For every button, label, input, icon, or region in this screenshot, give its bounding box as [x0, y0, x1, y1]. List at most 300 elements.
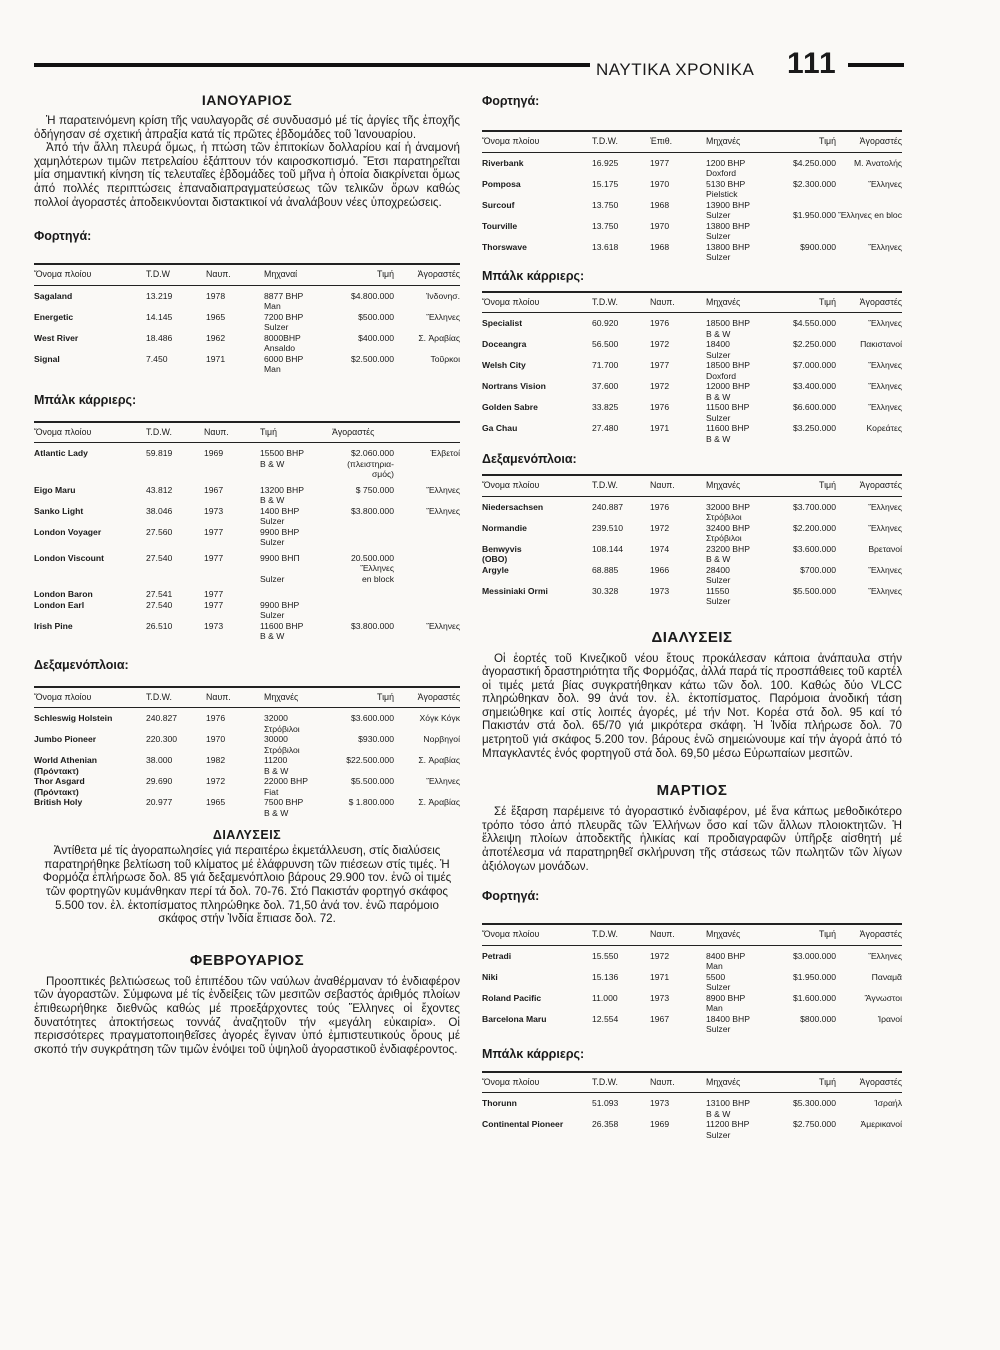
engine: 1200 BHP: [706, 157, 746, 168]
ship-type: [482, 533, 592, 544]
ship-name: Golden Sabre: [482, 402, 538, 412]
buyer: Βρετανοί: [868, 543, 902, 554]
col-year: Ναυπ.: [204, 422, 260, 443]
ship-name: Argyle: [482, 564, 509, 575]
journal-title: ΝΑΥΤΙΚΑ ΧΡΟΝΙΚΑ: [596, 60, 755, 79]
tdw: 14.145: [146, 311, 173, 322]
year: 1976: [650, 501, 670, 512]
price-note: en block: [361, 573, 394, 584]
table-row: [34, 600, 460, 611]
ship-name: London Voyager: [34, 526, 102, 537]
ship-name: Energetic: [34, 311, 74, 322]
engine-make: Man: [264, 364, 281, 375]
engine-make: Sulzer: [706, 412, 731, 423]
buyer: Ἕλληνες: [868, 241, 902, 252]
tdw: 240.887: [592, 501, 624, 512]
year: 1966: [650, 564, 670, 575]
table-row: [34, 506, 460, 517]
tdw: 71.700: [592, 360, 619, 370]
price: $1.950.000: [792, 971, 836, 982]
year: 1973: [650, 585, 670, 596]
year: 1973: [650, 1098, 670, 1109]
col-price: Τιμή: [770, 924, 836, 945]
year: 1971: [650, 423, 670, 433]
engine: 32000: [264, 713, 288, 724]
buyer: Σ. Ἀραβίας: [418, 755, 460, 766]
ship-name: Roland Pacific: [482, 992, 542, 1003]
price-note: σμός): [371, 469, 394, 480]
price: $3.250.000: [792, 423, 836, 433]
engine-make: B & W: [260, 631, 285, 642]
engine-make: Στρόβιλοι: [706, 533, 742, 543]
table-row: [34, 713, 460, 724]
page-number: 111: [787, 47, 837, 80]
ship-type: [482, 512, 592, 523]
ship-name: West River: [34, 332, 79, 343]
col-engine: Μηχανές: [706, 131, 770, 152]
table-row: [34, 291, 460, 302]
tdw: 37.600: [592, 381, 619, 391]
col-tdw: T.D.W.: [592, 292, 650, 313]
ship-name: Continental Pioneer: [482, 1119, 564, 1130]
ship-type: (Πρόντακτ): [34, 786, 79, 797]
year: 1973: [204, 620, 224, 631]
engine-make: Man: [264, 301, 281, 312]
col-buyer: Ἀγοραστές: [836, 924, 902, 945]
engine: 11200 BHP: [706, 1119, 750, 1130]
table-row: [482, 423, 902, 434]
engine-make: Sulzer: [264, 322, 289, 333]
engine: 9900 BHP: [260, 599, 300, 610]
col-tdw: T.D.W.: [146, 687, 206, 708]
year: 1982: [206, 755, 226, 766]
buyer: Μ. Ἀνατολής: [853, 157, 902, 168]
engine-make: Sulzer: [260, 516, 285, 527]
ship-name: Jumbo Pioneer: [34, 734, 97, 745]
col-buyer: Ἀγοραστές: [836, 131, 902, 152]
engine-make: Sulzer: [706, 349, 731, 360]
march-text: Σέ ἔξαρση παρέμεινε τό ἀγοραστικό ἐνδιαφέρον, μέ ἕνα κάπως μεθοδικότερο τρόπο τόσο ἀπό πλευρᾶς τῶν Ἑλλήνων ὅσο καί τῶν ἄλλων πλοιοκτητῶν. Ἡ ἔλλειψη πλοίων ἀποδεκτῆς ἡλικίας καί προδιαγραφῶν ὑπῆρξε αἰσθητή μέ ἀποτέλεσμα νά παρατηρηθεῖ σκλήρυνση τῆς στάσεως τῶν πωλητῶν τῶν λίγων ἀξιόλογων μονάδων.: [482, 805, 902, 873]
col-name: Ὄνομα πλοίου: [482, 292, 592, 313]
col-price: Τιμή: [770, 475, 836, 496]
engine-make: Sulzer: [706, 252, 731, 262]
buyer: Ἐλβετοί: [430, 448, 460, 459]
col-price: Τιμή: [260, 422, 332, 443]
table-feb-bulk: [482, 291, 902, 445]
engine: 12000 BHP: [706, 381, 750, 391]
year: 1968: [650, 241, 670, 252]
engine: 8400 BHP: [706, 950, 746, 961]
price: $4.800.000: [350, 290, 394, 301]
january-paragraph-1: Ἡ παρατεινόμενη κρίση τῆς ναυλαγορᾶς σέ συνδυασμό μέ τίς ἀργίες τῆς ἐποχῆς ὁδήγησαν σέ σχετική ἀπραξία κατά τίς πρῶτες ἑβδομάδες τοῦ Ἰανουαρίου.: [34, 114, 460, 141]
tdw: 26.510: [146, 620, 173, 631]
heading-demolition-feb: ΔΙΑΛΥΣΕΙΣ: [651, 628, 733, 646]
left-column: [34, 92, 460, 1056]
col-buyer: Ἀγοραστές: [394, 687, 460, 708]
price: $7.000.000: [792, 360, 836, 370]
label-bulk: Μπάλκ κάρριερς:: [34, 392, 137, 407]
engine-make: B & W: [706, 1108, 731, 1119]
tdw: 51.093: [592, 1098, 619, 1109]
buyer: Ἕλληνες: [868, 522, 902, 533]
col-engine: Μηχανές: [706, 292, 770, 313]
engine: 11500 BHP: [706, 402, 750, 412]
price: $ 1.800.000: [348, 797, 394, 808]
tdw: 239.510: [592, 522, 624, 533]
price: $2.200.000: [792, 522, 836, 533]
tdw: 38.046: [146, 505, 173, 516]
price: $3.600.000: [350, 713, 394, 724]
table-row: [34, 448, 460, 459]
ship-type: (Πρόντακτ): [34, 765, 79, 776]
price: $4.550.000: [792, 318, 836, 328]
table-row: [34, 589, 460, 600]
price: $3.000.000: [792, 950, 836, 961]
tdw: 27.540: [146, 552, 173, 563]
year: 1976: [650, 402, 670, 412]
ship-name: London Viscount: [34, 552, 105, 563]
buyer: Ἕλληνες: [426, 505, 460, 516]
engine-make: Sulzer: [260, 537, 285, 548]
table-row: [34, 354, 460, 365]
engine: 18500 BHP: [706, 360, 750, 370]
engine: 5130 BHP: [706, 178, 746, 189]
col-engine: Μηχανές: [706, 924, 770, 945]
buyer: Ἕλληνες: [868, 564, 902, 575]
table-row: [34, 527, 460, 538]
table-row: [482, 1098, 902, 1109]
year: 1972: [650, 339, 670, 349]
ship-name: Sagaland: [34, 290, 73, 301]
col-buyer: Ἀγοραστές: [332, 422, 394, 443]
engine-make: Man: [706, 1003, 723, 1014]
table-row: [482, 242, 902, 253]
table-row: [482, 972, 902, 983]
tdw: 60.920: [592, 318, 619, 328]
col-buyer: Ἀγοραστές: [836, 292, 902, 313]
buyer: Κορεάτες: [866, 423, 902, 433]
price: $2.750.000: [792, 1119, 836, 1130]
year: 1972: [206, 776, 226, 787]
ship-name: Benwyvis: [482, 543, 522, 554]
price: $4.250.000: [792, 157, 836, 168]
engine: 6000 BHP: [264, 353, 304, 364]
table-row: [482, 360, 902, 371]
ship-name: World Athenian: [34, 755, 98, 766]
tdw: 27.560: [146, 526, 173, 537]
heading-january: ΙΑΝΟΥΑΡΙΟΣ: [201, 92, 293, 108]
label-cargo-feb: Φορτηγά:: [482, 94, 540, 108]
year: 1977: [204, 599, 224, 610]
buyer: Ἕλληνες: [868, 318, 902, 328]
ship-name: Sanko Light: [34, 505, 84, 516]
label-bulk-feb: Μπάλκ κάρριερς:: [482, 268, 585, 283]
engine: 11600 BHP: [706, 423, 750, 433]
ship-type: (OBO): [482, 554, 508, 564]
engine-make: B & W: [264, 807, 289, 818]
heading-demolition-jan: ΔΙΑΛΥΣΕΙΣ: [212, 828, 282, 843]
tdw: 13.219: [146, 290, 173, 301]
year: 1965: [206, 797, 226, 808]
ship-name: Signal: [34, 353, 60, 364]
engine-make: B & W: [706, 433, 731, 444]
price: $930.000: [358, 734, 394, 745]
february-text: Προοπτικές βελτιώσεως τοῦ ἐπιπέδου τῶν ναύλων ἀναθέρμαναν τό ἐνδιαφέρον τῶν ἀγοραστῶν. Σύμφωνα μέ τίς ἐνδείξεις τῶν μεσιτῶν σεβαστός ἀριθμός πλοίων ἐπιθεωρήθηκε διεθνῶς καθώς μέ προεξάρχοντες τούς Ἕλληνες οἱ ἔχοντες δυνατότητες ἀποκτήσεως τοννάζ ἀναζητοῦν τήν «μεγάλη εὐκαιρία». Οἱ περισσότερες πραγματοποιηθεῖσες ἀγορές ἔγιναν ὑπό ἐμπιστευτικούς ὅρους μέ σκοπό τήν συγκράτηση τῶν τιμῶν ἐνόψει τοῦ ὑψηλοῦ ἀγοραστικοῦ ἐνδιαφέροντος.: [34, 974, 460, 1056]
ship-name: Doceangra: [482, 339, 527, 349]
year: 1978: [206, 290, 226, 301]
engine: 13800 BHP: [706, 241, 750, 252]
engine-make: Sulzer: [706, 982, 731, 993]
engine: 30000: [264, 734, 288, 745]
table-row: [34, 312, 460, 323]
buyer: Τοῦρκοι: [430, 353, 460, 364]
ship-type: [34, 724, 146, 735]
table-jan-tankers: [34, 686, 460, 819]
col-name: Ὄνομα πλοίου: [34, 264, 146, 285]
price: $400.000: [358, 332, 394, 343]
january-paragraph-2: Ἀπό τήν ἄλλη πλευρά ὅμως, ἡ πτώση τῶν ἐπιτοκίων δολλαρίου καί ἡ ἀναμονή χαμηλότερων τιμῶν πετρελαίου ἐξάπτουν τόν καιροσκοπισμό. Ἔτσι παρατηρεῖται μία σημαντική κίνηση τίς τελευταῖες ἑβδομάδες τοῦ μῆνα ἡ ὁποία διακρίνεται ὅμως ἀπό πολλές περιπτώσεις ἐπαναδιαπραγματεύσεως τῶν τελικῶν ὅρων καθώς πολλοί ἀγοραστές ἀποδεικνύονται διστακτικοί νά ἀναλάβουν νέες ὑποχρεώσεις.: [34, 141, 460, 209]
col-price: Τιμή: [770, 292, 836, 313]
buyer: Ἰνδονησ.: [426, 290, 460, 301]
year: 1976: [650, 318, 670, 328]
table-jan-bulk: [34, 421, 460, 642]
price: $5.300.000: [792, 1098, 836, 1109]
tdw: 12.554: [592, 1013, 619, 1024]
table-row: [482, 381, 902, 392]
col-name: Ὄνομα πλοίου: [482, 1072, 592, 1093]
year: 1974: [650, 543, 670, 554]
col-year: Ναυπ.: [650, 292, 706, 313]
engine: 32400 BHP: [706, 522, 750, 533]
price: $3.700.000: [792, 501, 836, 512]
engine: 9900 ΒΗΠ: [260, 552, 300, 563]
table-row: [482, 1119, 902, 1130]
buyer: Ἕλληνες: [426, 484, 460, 495]
table-row: [482, 402, 902, 413]
price: $6.600.000: [792, 402, 836, 412]
tdw: 68.885: [592, 564, 619, 575]
ship-name: Riverbank: [482, 157, 524, 168]
engine-make: Ansaldo: [264, 343, 296, 354]
tdw: 18.486: [146, 332, 173, 343]
engine: 11600 BHP: [260, 620, 304, 631]
col-tdw: T.D.W.: [592, 131, 650, 152]
table-row: [482, 523, 902, 534]
tdw: 33.825: [592, 402, 619, 412]
price: $2.300.000: [792, 178, 836, 189]
col-tdw: T.D.W.: [146, 422, 204, 443]
tdw: 26.358: [592, 1119, 619, 1130]
tdw: 56.500: [592, 339, 619, 349]
ship-name: Normandie: [482, 522, 527, 533]
year: 1967: [650, 1013, 670, 1024]
engine-make: Sulzer: [260, 573, 285, 584]
price: $5.500.000: [350, 776, 394, 787]
buyer: Σ. Ἀραβίας: [418, 797, 460, 808]
engine: 11550: [706, 585, 730, 596]
engine: 18400: [706, 339, 730, 349]
year: 1973: [650, 992, 670, 1003]
engine: 1400 BHP: [260, 505, 300, 516]
label-bulk-mar: Μπάλκ κάρριερς:: [482, 1046, 585, 1061]
engine-make: Fiat: [264, 786, 279, 797]
engine: 32000 BHP: [706, 501, 750, 512]
year: 1977: [650, 360, 670, 370]
buyer: Νορβηγοί: [423, 734, 460, 745]
table-row: [34, 734, 460, 745]
ship-name: Thorunn: [482, 1098, 517, 1109]
ship-type: [34, 745, 146, 756]
buyer: Ἕλληνες: [868, 402, 902, 412]
col-tdw: T.D.W: [146, 264, 206, 285]
ship-name: Eigo Maru: [34, 484, 76, 495]
table-row: [34, 776, 460, 787]
table-row: [482, 318, 902, 329]
ship-name: Irish Pine: [34, 620, 73, 631]
table-row: [34, 485, 460, 496]
buyer: Ἕλληνες en bloc: [838, 210, 902, 220]
ship-name: Welsh City: [482, 360, 526, 370]
tdw: 29.690: [146, 776, 173, 787]
price: $2.060.000: [350, 448, 394, 459]
buyer: Πακιστανοί: [860, 339, 902, 349]
year: 1968: [650, 199, 670, 210]
buyer: Ἕλληνες: [868, 178, 902, 189]
table-row: [482, 1014, 902, 1025]
year: 1972: [650, 522, 670, 533]
table-mar-cargo: [482, 923, 902, 1035]
price: $900.000: [800, 241, 836, 252]
table-row: [34, 755, 460, 766]
col-buyer: Ἀγοραστές: [394, 264, 460, 285]
engine: 5500: [706, 971, 726, 982]
heading-february: ΦΕΒΡΟΥΑΡΙΟΣ: [189, 951, 305, 969]
price: $1.950.000: [792, 210, 836, 220]
ship-name: London Baron: [34, 589, 93, 600]
ship-name: Niedersachsen: [482, 501, 544, 512]
col-year: Ναυπ.: [206, 264, 264, 285]
engine-make: Doxford: [706, 168, 737, 178]
buyer: Ἄγνωστοι: [864, 992, 902, 1003]
col-name: Ὄνομα πλοίου: [482, 475, 592, 496]
year: 1977: [204, 526, 224, 537]
engine-make: Man: [706, 961, 723, 972]
col-price: Τιμή: [326, 687, 394, 708]
price: $2.500.000: [350, 353, 394, 364]
ship-name: London Earl: [34, 599, 85, 610]
header-rule-left: [34, 63, 590, 67]
tdw: 20.977: [146, 797, 173, 808]
table-row: [482, 565, 902, 576]
engine-make: Sulzer: [706, 210, 731, 220]
engine: 7500 BHP: [264, 797, 304, 808]
ship-type: [482, 596, 592, 607]
year: 1970: [650, 178, 670, 189]
engine: 8000BHP: [264, 332, 301, 343]
table-row: [482, 502, 902, 513]
tdw: 13.750: [592, 199, 619, 210]
engine: 9900 BHP: [260, 526, 300, 537]
engine-make: Sulzer: [706, 1129, 731, 1140]
buyer: Ἕλληνες: [868, 501, 902, 512]
engine-make: Doxford: [706, 370, 737, 381]
header-rule-right: [848, 63, 904, 67]
engine: 13900 BHP: [706, 199, 750, 210]
engine: 15500 BHP: [260, 448, 304, 459]
demolition-feb-text: Οἱ ἑορτές τοῦ Κινεζικοῦ νέου ἔτους προκάλεσαν κάποια ἀνάπαυλα στήν ἀγοραστική δραστηριότητα τῆς Φορμόζας, ἀλλά παρά τίς προσπάθειες τοῦ καρτέλ οἱ τιμές μετά βίας συγκρατήθηκαν κάτω τῶν δολ. 100. Καθώς δύο VLCC πληρώθηκαν δολ. 99 ἀνά τον. ἐλ. ἐκτοπίσματος. Παρόμοια ἀνοδική τάση σημειώθηκε καί στίς λοιπές ἀγορές, μέ τήν Νοτ. Κορέα στά δολ. 95 καί τό Πακιστάν στά δολ. 65/70 γιά μικρότερα σκάφη. Ἡ Ἰνδία πλήρωσε δολ. 70 μετρητοῦ γιά σκάφος 5.200 τον. βάρους ἐνῶ σημειώνουμε καί τήν ἀγορά ἀπό τό Μπαγκλαντές ἑνός φορτηγοῦ στά δολ. 69,50 μέσω Εὐρωπαίων μεσιτῶν.: [482, 651, 902, 760]
price: $ 750.000: [355, 484, 394, 495]
table-feb-cargo: [482, 130, 902, 263]
buyer: Παναμᾶ: [871, 971, 902, 982]
buyer: Ἕλληνες: [426, 776, 460, 787]
table-jan-cargo: [34, 263, 460, 375]
table-row: [482, 951, 902, 962]
tdw: 11.000: [592, 992, 618, 1003]
ship-type: [482, 575, 592, 586]
year: 1976: [206, 713, 226, 724]
engine-make: B & W: [260, 458, 285, 469]
ship-name: Specialist: [482, 318, 523, 328]
engine: 13100 BHP: [706, 1098, 750, 1109]
engine: 18500 BHP: [706, 318, 750, 328]
year: 1973: [204, 505, 224, 516]
tdw: 15.550: [592, 950, 619, 961]
engine-make: Pielstick: [706, 189, 738, 199]
tdw: 43.812: [146, 484, 173, 495]
buyer: Ἕλληνες: [426, 620, 460, 631]
price: $3.800.000: [350, 505, 394, 516]
engine-make: B & W: [264, 765, 289, 776]
year: 1970: [206, 734, 226, 745]
col-buyer: Ἀγοραστές: [836, 1072, 902, 1093]
demolition-jan-text: Ἀντίθετα μέ τίς ἀγοραπωλησίες γιά περαιτέρω ἐκμετάλλευση, στίς διαλύσεις παρατηρήθηκε βελτίωση τοῦ κλίματος μέ ἐλάφρυνση τῶν πιέσεων στίς τιμές. Ἡ Φορμόζα ἐπλήρωσε δολ. 85 γιά δεξαμενόπλοιο βάρους 29.900 τον. ἐνῶ οἱ τιμές τῶν φορτηγῶν κυμάνθηκαν περί τά δολ. 70-76. Στό Πακιστάν φορτηγό σκάφος 5.500 τον. ἐλ. ἐκτοπίσματος πληρώθηκε δολ. 71,50 ἀνά τον. ἐνῶ παρόμοιο σκάφος στήν Ἰνδία ἔπιασε δολ. 72.: [42, 844, 452, 926]
col-year: Ἐπιθ.: [650, 131, 706, 152]
tdw: 108.144: [592, 543, 624, 554]
year: 1971: [206, 353, 226, 364]
price: $800.000: [800, 1013, 836, 1024]
col-engine: Μηχανές: [706, 475, 770, 496]
buyer: Ἕλληνες: [868, 360, 902, 370]
ship-name: Thorswave: [482, 241, 527, 252]
year: 1969: [650, 1119, 670, 1130]
engine: 28400: [706, 564, 730, 575]
engine: 8877 BHP: [264, 290, 304, 301]
year: 1977: [204, 589, 224, 600]
ship-name: Niki: [482, 971, 498, 982]
price: $1.600.000: [792, 992, 836, 1003]
buyer: Ἕλληνες: [868, 585, 902, 596]
year: 1965: [206, 311, 226, 322]
tdw: 15.175: [592, 178, 619, 189]
ship-name: Thor Asgard: [34, 776, 85, 787]
ship-name: Ga Chau: [482, 423, 518, 433]
table-row: [34, 333, 460, 344]
year: 1970: [650, 220, 670, 231]
price: $3.800.000: [350, 620, 394, 631]
col-year: Ναυπ.: [206, 687, 264, 708]
year: 1972: [650, 381, 670, 391]
tdw: 59.819: [146, 448, 173, 459]
year: 1971: [650, 971, 670, 982]
engine: 13200 BHP: [260, 484, 304, 495]
ship-type: [34, 808, 146, 819]
year: 1972: [650, 950, 670, 961]
tdw: 13.750: [592, 220, 619, 231]
engine-make: B & W: [706, 391, 731, 402]
engine: 23200 BHP: [706, 543, 750, 554]
year: 1977: [204, 552, 224, 563]
buyer: Ἕλληνες: [868, 381, 902, 391]
